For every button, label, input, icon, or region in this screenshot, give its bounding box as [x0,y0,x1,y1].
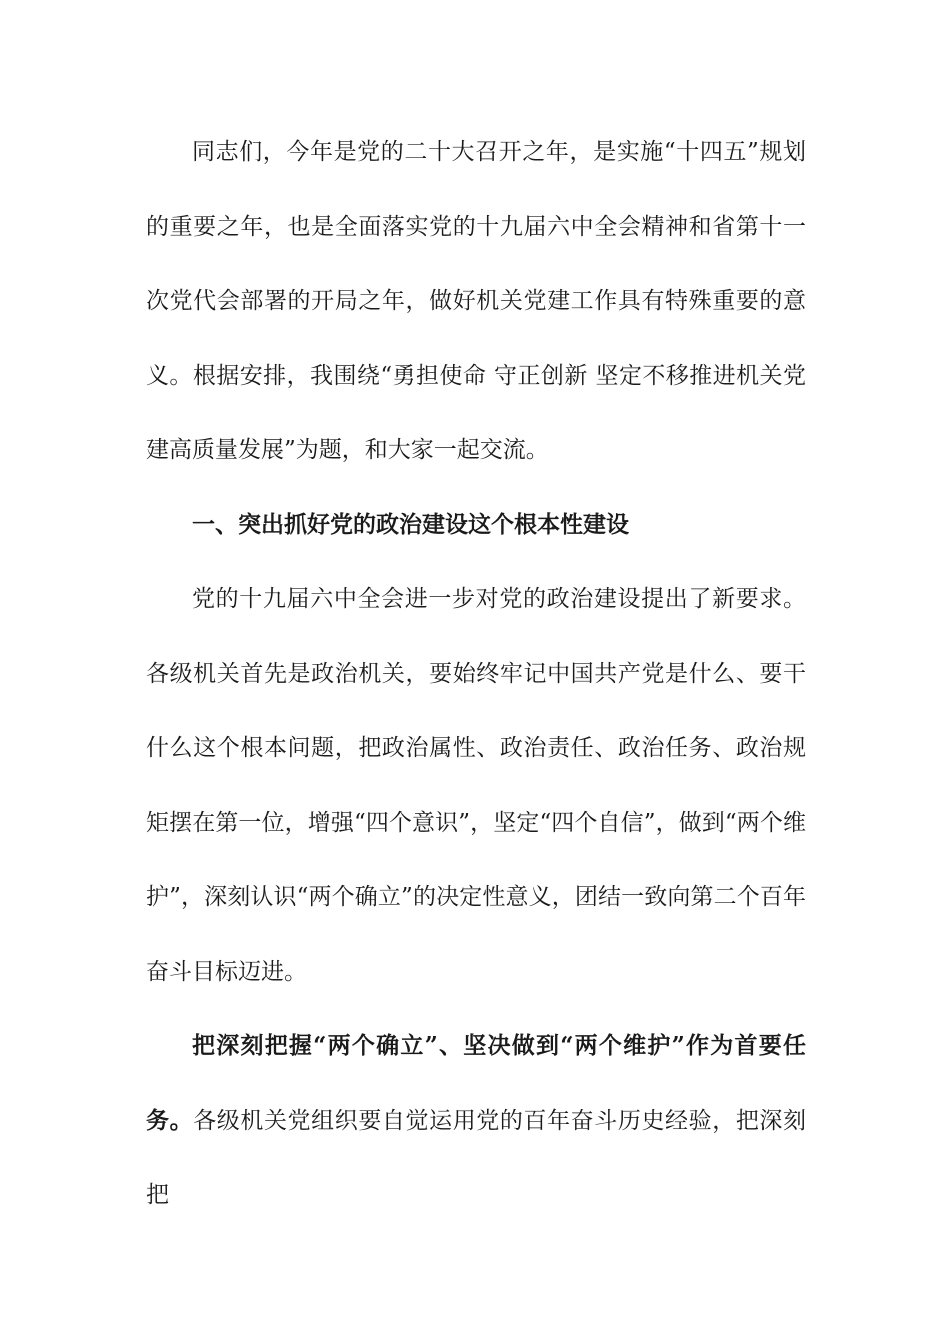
section-heading-1: 一、突出抓好党的政治建设这个根本性建设 [192,510,629,538]
body-paragraph-political-construction: 党的十九届六中全会进一步对党的政治建设提出了新要求。各级机关首先是政治机关，要始终牢记中国共产党是什么、要干什么这个根本问题，把政治属性、政治责任、政治任务、政治规矩摆在第一位，增强“四个意识”，坚定“四个自信”，做到“两个维护”，深刻认识“两个确立”的决定性意义，团结一致向第二个百年奋斗目标迈进。 [146,586,806,985]
intro-paragraph: 同志们，今年是党的二十大召开之年，是实施“十四五”规划的重要之年，也是全面落实党的十九届六中全会精神和省第十一次党代会部署的开局之年，做好机关党建工作具有特殊重要的意义。根据安排，我围绕“勇担使命 守正创新 坚定不移推进机关党建高质量发展”为题，和大家一起交流。 [146,139,806,463]
lead-paragraph [146,1009,806,1233]
lead-paragraph-continuation: 各级机关党组织要自觉运用党的百年奋斗历史经验，把深刻把 [146,1107,807,1208]
document-body [146,115,806,1233]
lead-sentence-bold: 把深刻把握“两个确立”、坚决做到“两个维护”作为首要任务。 [146,1032,806,1134]
